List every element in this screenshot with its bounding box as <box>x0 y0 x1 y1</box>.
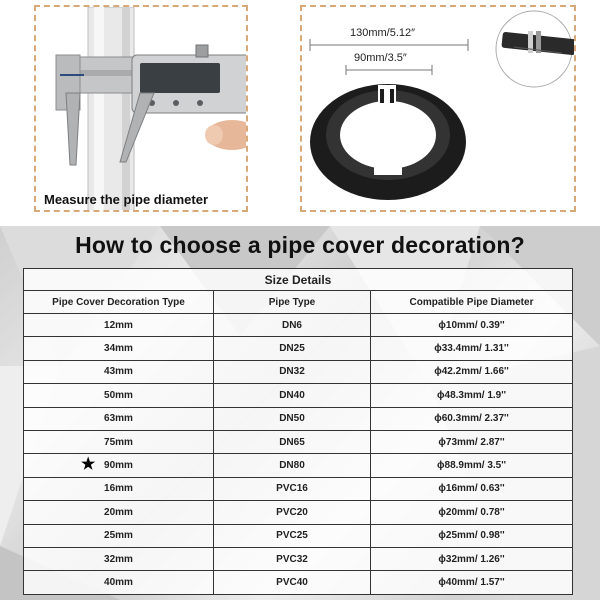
cell-type: 34mm <box>24 337 214 360</box>
cell-diameter: ϕ16mm/ 0.63'' <box>371 477 573 500</box>
cell-diameter: ϕ33.4mm/ 1.31'' <box>371 337 573 360</box>
cell-diameter: ϕ10mm/ 0.39'' <box>371 314 573 337</box>
table-row <box>24 477 573 500</box>
cell-type: 16mm <box>24 477 214 500</box>
table-row <box>24 524 573 547</box>
size-details-table <box>23 268 573 595</box>
cell-pipe: DN50 <box>214 407 371 430</box>
cell-pipe: PVC20 <box>214 501 371 524</box>
table-header-row <box>24 291 573 314</box>
table-row-starred <box>24 454 573 477</box>
cell-type-starred <box>24 454 214 477</box>
cell-pipe: PVC16 <box>214 477 371 500</box>
table-row <box>24 314 573 337</box>
inner-diameter-label: 90mm/3.5″ <box>354 52 407 64</box>
cell-type: 90mm <box>104 460 133 472</box>
table-row <box>24 384 573 407</box>
cell-type: 43mm <box>24 360 214 383</box>
cell-pipe: PVC25 <box>214 524 371 547</box>
cell-type: 32mm <box>24 547 214 570</box>
cell-type: 63mm <box>24 407 214 430</box>
table-row <box>24 360 573 383</box>
table-row <box>24 501 573 524</box>
cell-diameter: ϕ25mm/ 0.98'' <box>371 524 573 547</box>
cell-pipe: PVC40 <box>214 571 371 594</box>
cell-type: 20mm <box>24 501 214 524</box>
measure-caption: Measure the pipe diameter <box>44 192 208 207</box>
cell-type: 50mm <box>24 384 214 407</box>
cell-pipe: DN6 <box>214 314 371 337</box>
cell-pipe: DN65 <box>214 430 371 453</box>
column-header-type: Pipe Cover Decoration Type <box>24 291 214 314</box>
cell-diameter: ϕ40mm/ 1.57'' <box>371 571 573 594</box>
table-row <box>24 571 573 594</box>
cell-pipe: DN40 <box>214 384 371 407</box>
table-heading: Size Details <box>24 269 573 291</box>
column-header-pipe: Pipe Type <box>214 291 371 314</box>
column-header-diameter: Compatible Pipe Diameter <box>371 291 573 314</box>
ring-dimension-image <box>300 5 576 212</box>
table-row <box>24 547 573 570</box>
cell-type: 40mm <box>24 571 214 594</box>
table-row <box>24 337 573 360</box>
cell-pipe: DN32 <box>214 360 371 383</box>
cell-type: 12mm <box>24 314 214 337</box>
table-row <box>24 430 573 453</box>
cell-diameter: ϕ32mm/ 1.26'' <box>371 547 573 570</box>
cell-diameter: ϕ88.9mm/ 3.5'' <box>371 454 573 477</box>
caliper-illustration <box>36 7 248 212</box>
cell-pipe: DN80 <box>214 454 371 477</box>
cell-diameter: ϕ73mm/ 2.87'' <box>371 430 573 453</box>
cell-pipe: DN25 <box>214 337 371 360</box>
caliper-measure-image <box>34 5 248 212</box>
cell-type: 25mm <box>24 524 214 547</box>
star-icon: ★ <box>81 456 96 474</box>
cell-diameter: ϕ48.3mm/ 1.9'' <box>371 384 573 407</box>
table-row <box>24 407 573 430</box>
page-title: How to choose a pipe cover decoration? <box>75 232 525 258</box>
cell-type: 75mm <box>24 430 214 453</box>
cell-diameter: ϕ42.2mm/ 1.66'' <box>371 360 573 383</box>
cell-diameter: ϕ60.3mm/ 2.37'' <box>371 407 573 430</box>
cell-diameter: ϕ20mm/ 0.78'' <box>371 501 573 524</box>
outer-diameter-label: 130mm/5.12″ <box>350 27 416 39</box>
ring-illustration <box>302 7 576 212</box>
cell-pipe: PVC32 <box>214 547 371 570</box>
